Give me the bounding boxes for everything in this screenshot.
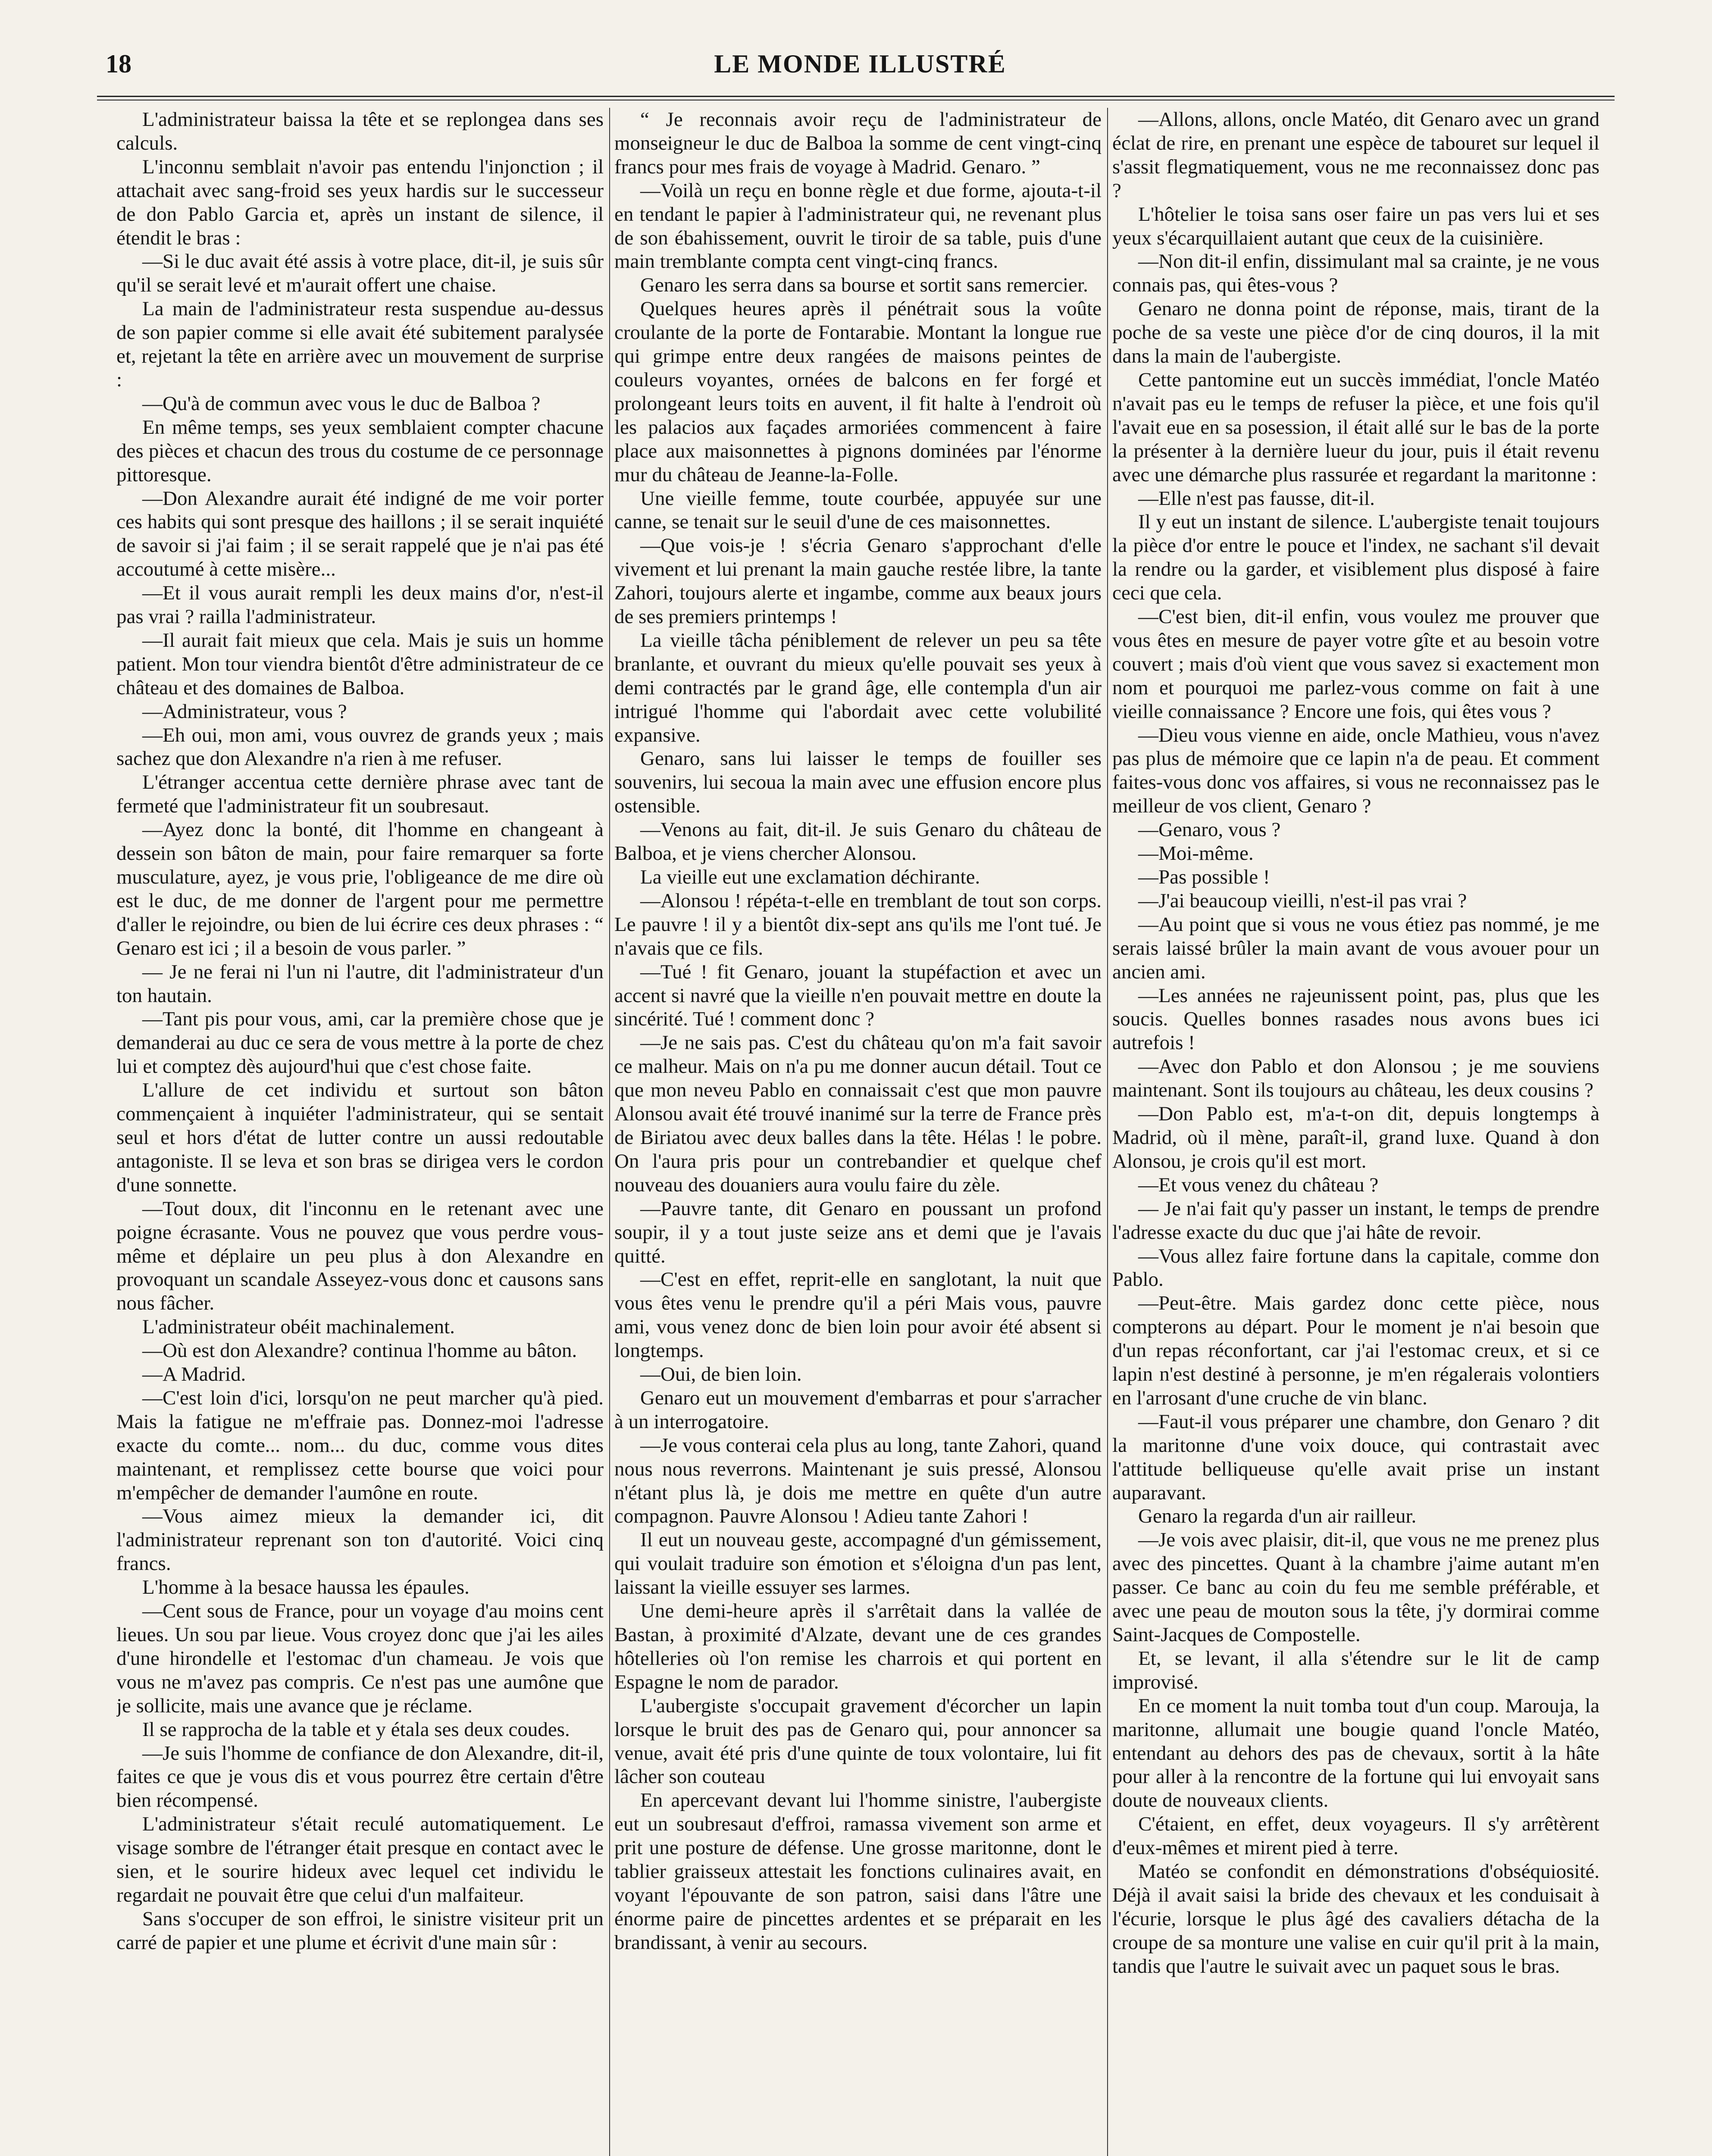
paragraph: —Non dit-il enfin, dissimulant mal sa crainte, je ne vous connais pas, qui êtes-vous ? xyxy=(1112,250,1599,297)
paragraph: —Vous allez faire fortune dans la capitale, comme don Pablo. xyxy=(1112,1244,1599,1291)
paragraph: —Alonsou ! répéta-t-elle en tremblant de tout son corps. Le pauvre ! il y a bientôt dix-sept ans qu'ils me l'ont tué. Je n'avais que ce fils. xyxy=(614,889,1102,959)
paragraph: L'étranger accentua cette dernière phrase avec tant de fermeté que l'administrateur fit un soubresaut. xyxy=(116,771,604,818)
paragraph: —Je vous conterai cela plus au long, tante Zahori, quand nous nous reverrons. Maintenant je suis pressé, Alonsou n'étant plus là, je dois me mettre en quête d'un autre compagnon. Pauvre Alonsou ! Adieu tante Zahori ! xyxy=(614,1434,1102,1528)
paragraph: —Voilà un reçu en bonne règle et due forme, ajouta-t-il en tendant le papier à l'administrateur qui, ne revenant plus de son ébahissement, ouvrit le tiroir de sa table, puis d'une main tremblante compta cent vingt-cinq francs. xyxy=(614,179,1102,273)
paragraph: Genaro eut un mouvement d'embarras et pour s'arracher à un interrogatoire. xyxy=(614,1386,1102,1433)
paragraph: —C'est bien, dit-il enfin, vous voulez me prouver que vous êtes en mesure de payer votre gîte et au besoin votre couvert ; mais d'où vient que vous savez si exactement mon nom et pourquoi me parlez-vous comme on fait à une vieille connaissance ? Encore une fois, qui êtes vous ? xyxy=(1112,605,1599,723)
paragraph: —C'est loin d'ici, lorsqu'on ne peut marcher qu'à pied. Mais la fatigue ne m'effraie pas. Donnez-moi l'adresse exacte du comte... nom... du duc, comme vous dites maintenant, et remplissez cette bourse que voici pour m'empêcher de demander l'aumône en route. xyxy=(116,1386,604,1504)
journal-title: LE MONDE ILLUSTRÉ xyxy=(714,50,1006,78)
paragraph: —Et il vous aurait rempli les deux mains d'or, n'est-il pas vrai ? railla l'administrateur. xyxy=(116,582,604,628)
paragraph: —Eh oui, mon ami, vous ouvrez de grands yeux ; mais sachez que don Alexandre n'a rien à me refuser. xyxy=(116,724,604,770)
paragraph: L'administrateur baissa la tête et se replongea dans ses calculs. xyxy=(116,108,604,154)
paragraph: —Pauvre tante, dit Genaro en poussant un profond soupir, il y a tout juste seize ans et demi que je l'avais quitté. xyxy=(614,1197,1102,1267)
text-column-3 xyxy=(1112,108,1599,2156)
paragraph: Sans s'occuper de son effroi, le sinistre visiteur prit un carré de papier et une plume et écrivit d'une main sûr : xyxy=(116,1907,604,1954)
paragraph: —Je vois avec plaisir, dit-il, que vous ne me prenez plus avec des pincettes. Quant à la chambre j'aime autant m'en passer. Ce banc au coin du feu me semble préférable, et avec une peau de mouton sous la tête, j'y dormirai comme Saint-Jacques de Compostelle. xyxy=(1112,1529,1599,1646)
paragraph: —Oui, de bien loin. xyxy=(640,1363,802,1386)
paragraph: —Je suis l'homme de confiance de don Alexandre, dit-il, faites ce que je vous dis et vous pourrez être certain d'être bien récompensé. xyxy=(116,1742,604,1812)
paragraph: —Elle n'est pas fausse, dit-il. xyxy=(1138,487,1375,510)
paragraph: —Cent sous de France, pour un voyage d'au moins cent lieues. Un sou par lieue. Vous croyez donc que j'ai les ailes d'une hirondelle et l'estomac d'un chameau. Je vois que vous ne m'avez pas compris. Ce n'est pas une aumône que je sollicite, mais une avance que je réclame. xyxy=(116,1600,604,1717)
paragraph: Matéo se confondit en démonstrations d'obséquiosité. Déjà il avait saisi la bride des chevaux et les conduisait à l'écurie, lorsque le plus âgé des cavaliers détacha de la croupe de sa monture une valise en cuir qu'il prit à la main, tandis que l'autre le suivait avec un paquet sous le bras. xyxy=(1112,1860,1599,1977)
paragraph: “ Je reconnais avoir reçu de l'administrateur de monseigneur le duc de Balboa la somme de cent vingt-cinq francs pour mes frais de voyage à Madrid. Genaro. ” xyxy=(614,108,1102,178)
paragraph: —Tout doux, dit l'inconnu en le retenant avec une poigne écrasante. Vous ne pouvez que vous perdre vous-même et déplaire un peu plus à don Alexandre en provoquant un scandale Asseyez-vous donc et causons sans nous fâcher. xyxy=(116,1197,604,1315)
paragraph: —C'est en effet, reprit-elle en sanglotant, la nuit que vous êtes venu le prendre qu'il a péri Mais vous, pauvre ami, vous venez donc de bien loin pour avoir été absent si longtemps. xyxy=(614,1268,1102,1362)
page-header xyxy=(106,47,1615,85)
paragraph: L'aubergiste s'occupait gravement d'écorcher un lapin lorsque le bruit des pas de Genaro qui, pour annoncer sa venue, avait été pris d'une quinte de toux volontaire, lui fit lâcher son couteau xyxy=(614,1694,1102,1788)
paragraph: En ce moment la nuit tomba tout d'un coup. Marouja, la maritonne, allumait une bougie quand l'oncle Matéo, entendant au dehors des pas de chevaux, sortit à la hâte pour aller à la rencontre de la fortune qui lui envoyait sans doute de nouveaux clients. xyxy=(1112,1694,1599,1812)
paragraph: —Au point que si vous ne vous étiez pas nommé, je me serais laissé brûler la main avant de vous avouer pour un ancien ami. xyxy=(1112,913,1599,983)
paragraph: —Avec don Pablo et don Alonsou ; je me souviens maintenant. Sont ils toujours au château, les deux cousins ? xyxy=(1112,1055,1599,1102)
column-divider xyxy=(609,108,610,2156)
paragraph: — Je ne ferai ni l'un ni l'autre, dit l'administrateur d'un ton hautain. xyxy=(116,960,604,1007)
header-rule xyxy=(97,96,1615,100)
paragraph: Cette pantomine eut un succès immédiat, l'oncle Matéo n'avait pas eu le temps de refuser la pièce, et une fois qu'il l'avait eue en sa posession, il était allé sur le bas de la porte la présenter à la dernière lueur du jour, puis il était revenu avec une démarche plus rassurée et regardant la maritonne : xyxy=(1112,368,1599,486)
paragraph: Il se rapprocha de la table et y étala ses deux coudes. xyxy=(142,1718,570,1741)
paragraph: La vieille eut une exclamation déchirante. xyxy=(640,866,980,888)
paragraph: Genaro, sans lui laisser le temps de fouiller ses souvenirs, lui secoua la main avec une effusion encore plus ostensible. xyxy=(614,747,1102,818)
paragraph: —Dieu vous vienne en aide, oncle Mathieu, vous n'avez pas plus de mémoire que ce lapin n'a de peau. Et comment faites-vous donc vos affaires, si vous ne reconnaissez pas le meilleur de vos client, Genaro ? xyxy=(1112,724,1599,818)
paragraph: L'administrateur obéit machinalement. xyxy=(142,1316,455,1338)
paragraph: Genaro ne donna point de réponse, mais, tirant de la poche de sa veste une pièce d'or de cinq douros, il la mit dans la main de l'aubergiste. xyxy=(1112,298,1599,368)
paragraph: —Qu'à de commun avec vous le duc de Balboa ? xyxy=(142,392,541,415)
text-column-2 xyxy=(614,108,1102,2156)
paragraph: —Vous aimez mieux la demander ici, dit l'administrateur reprenant son ton d'autorité. Voici cinq francs. xyxy=(116,1505,604,1575)
paragraph: L'allure de cet individu et surtout son bâton commençaient à inquiéter l'administrateur, qui se sentait seul et hors d'état de lutter contre un aussi redoutable antagoniste. Il se leva et son bras se dirigea vers le cordon d'une sonnette. xyxy=(116,1079,604,1196)
paragraph: La vieille tâcha péniblement de relever un peu sa tête branlante, et ouvrant du mieux qu'elle pouvait ses yeux à demi contractés par le grand âge, elle contempla d'un air intrigué l'homme qui l'abordait avec cette volubilité expansive. xyxy=(614,629,1102,746)
paragraph: —Tué ! fit Genaro, jouant la stupéfaction et avec un accent si navré que la vieille n'en pouvait mettre en doute la sincérité. Tué ! comment donc ? xyxy=(614,960,1102,1031)
paragraph: —Et vous venez du château ? xyxy=(1138,1173,1379,1196)
paragraph: Il y eut un instant de silence. L'aubergiste tenait toujours la pièce d'or entre le pouce et l'index, ne sachant s'il devait la rendre ou la garder, et visiblement plus disposé à faire ceci que cela. xyxy=(1112,511,1599,605)
paragraph: —Tant pis pour vous, ami, car la première chose que je demanderai au duc ce sera de vous mettre à la porte de chez lui et comptez dès aujourd'hui que c'est chose faite. xyxy=(116,1008,604,1078)
column-divider xyxy=(1107,108,1108,2156)
paragraph: Genaro les serra dans sa bourse et sortit sans remercier. xyxy=(640,274,1088,297)
paragraph: —Si le duc avait été assis à votre place, dit-il, je suis sûr qu'il se serait levé et m'aurait offert une chaise. xyxy=(116,250,604,297)
paragraph: L'inconnu semblait n'avoir pas entendu l'injonction ; il attachait avec sang-froid ses yeux hardis sur le successeur de don Pablo Garcia et, après un instant de silence, il étendit le bras : xyxy=(116,155,604,249)
page-number: 18 xyxy=(106,50,131,78)
paragraph: —Faut-il vous préparer une chambre, don Genaro ? dit la maritonne d'une voix douce, qui contrastait avec l'attitude belliqueuse qu'elle avait prise un instant auparavant. xyxy=(1112,1410,1599,1504)
paragraph: —Je ne sais pas. C'est du château qu'on m'a fait savoir ce malheur. Mais on n'a pu me donner aucun détail. Tout ce que mon neveu Pablo en connaissait c'est que mon pauvre Alonsou avait été trouvé inanimé sur la terre de France près de Biriatou avec deux balles dans la tête. Hélas ! le pobre. On l'aura pris pour un contrebandier et quelque chef nouveau des douaniers aura voulu faire du zèle. xyxy=(614,1031,1102,1196)
paragraph: —Venons au fait, dit-il. Je suis Genaro du château de Balboa, et je viens chercher Alonsou. xyxy=(614,818,1102,865)
paragraph: En apercevant devant lui l'homme sinistre, l'aubergiste eut un soubresaut d'effroi, ramassa vivement son arme et prit une posture de défense. Une grosse maritonne, dont le tablier graisseux attestait les fonctions culinaires avait, en voyant l'épouvante de son patron, saisi dans l'âtre une énorme paire de pincettes ardentes et se préparait en les brandissant, à venir au secours. xyxy=(614,1789,1102,1954)
paragraph: C'étaient, en effet, deux voyageurs. Il s'y arrêtèrent d'eux-mêmes et mirent pied à terre. xyxy=(1112,1813,1599,1859)
paragraph: —Moi-même. xyxy=(1138,842,1254,865)
paragraph: —Les années ne rajeunissent point, pas, plus que les soucis. Quelles bonnes rasades nous avons bues ici autrefois ! xyxy=(1112,984,1599,1054)
paragraph: —Genaro, vous ? xyxy=(1138,818,1281,841)
paragraph: —Où est don Alexandre? continua l'homme au bâton. xyxy=(142,1339,577,1362)
paragraph: Il eut un nouveau geste, accompagné d'un gémissement, qui voulait traduire son émotion et s'éloigna d'un pas lent, laissant la vieille essuyer ses larmes. xyxy=(614,1529,1102,1599)
paragraph: En même temps, ses yeux semblaient compter chacune des pièces et chacun des trous du costume de ce personnage pittoresque. xyxy=(116,416,604,486)
paragraph: —Don Pablo est, m'a-t-on dit, depuis longtemps à Madrid, où il mène, paraît-il, grand luxe. Quand à don Alonsou, je crois qu'il est mort. xyxy=(1112,1103,1599,1172)
paragraph: —Il aurait fait mieux que cela. Mais je suis un homme patient. Mon tour viendra bientôt d'être administrateur de ce château et des domaines de Balboa. xyxy=(116,629,604,699)
text-column-1 xyxy=(116,108,604,2156)
paragraph: —Pas possible ! xyxy=(1138,866,1270,888)
paragraph: Une demi-heure après il s'arrêtait dans la vallée de Bastan, à proximité d'Alzate, devant une de ces grandes hôtelleries où l'on remise les charrois et qui portent en Espagne le nom de parador. xyxy=(614,1600,1102,1693)
paragraph: —Peut-être. Mais gardez donc cette pièce, nous compterons au départ. Pour le moment je n'ai besoin que d'un repas réconfortant, car j'ai l'estomac creux, et si ce lapin n'est destiné à personne, je m'en régalerais volontiers en l'arrosant d'une cruche de vin blanc. xyxy=(1112,1292,1599,1409)
paragraph: —J'ai beaucoup vieilli, n'est-il pas vrai ? xyxy=(1138,889,1467,912)
paragraph: L'administrateur s'était reculé automatiquement. Le visage sombre de l'étranger était presque en contact avec le sien, et le sourire hideux avec lequel cet individu le regardait ne pouvait être que celui d'un malfaiteur. xyxy=(116,1813,604,1906)
paragraph: L'hôtelier le toisa sans oser faire un pas vers lui et ses yeux s'écarquillaient autant que ceux de la cuisinière. xyxy=(1112,203,1599,249)
paragraph: Et, se levant, il alla s'étendre sur le lit de camp improvisé. xyxy=(1112,1647,1599,1693)
paragraph: —Que vois-je ! s'écria Genaro s'approchant d'elle vivement et lui prenant la main gauche restée libre, la tante Zahori, toujours alerte et ingambe, comme aux beaux jours de ses premiers printemps ! xyxy=(614,534,1102,628)
paragraph: L'homme à la besace haussa les épaules. xyxy=(142,1576,469,1599)
paragraph: La main de l'administrateur resta suspendue au-dessus de son papier comme si elle avait été subitement paralysée et, rejetant la tête en arrière avec un mouvement de surprise : xyxy=(116,298,604,391)
paragraph: —A Madrid. xyxy=(142,1363,246,1386)
paragraph: —Administrateur, vous ? xyxy=(142,700,347,723)
paragraph: Une vieille femme, toute courbée, appuyée sur une canne, se tenait sur le seuil d'une de ces maisonnettes. xyxy=(614,487,1102,533)
paragraph: —Don Alexandre aurait été indigné de me voir porter ces habits qui sont presque des haillons ; il se serait inquiété de savoir si j'ai faim ; il se serait rappelé que je n'ai pas été accoutumé à cette misère... xyxy=(116,487,604,581)
paragraph: — Je n'ai fait qu'y passer un instant, le temps de prendre l'adresse exacte du duc que j'ai hâte de revoir. xyxy=(1112,1197,1599,1244)
paragraph: Quelques heures après il pénétrait sous la voûte croulante de la porte de Fontarabie. Montant la longue rue qui grimpe entre deux rangées de maisons peintes de couleurs voyantes, ornées de balcons en fer forgé et prolongeant leurs toits en auvent, il fit halte à l'endroit où les palacios aux façades armoriées commencent à faire place aux maisonnettes à pignons dominées par l'énorme mur du château de Jeanne-la-Folle. xyxy=(614,298,1102,486)
paragraph: Genaro la regarda d'un air railleur. xyxy=(1138,1505,1417,1528)
paragraph: —Allons, allons, oncle Matéo, dit Genaro avec un grand éclat de rire, en prenant une espèce de tabouret sur lequel il s'assit flegmatiquement, vous ne me reconnaissez donc pas ? xyxy=(1112,108,1599,202)
article-body xyxy=(97,108,1615,2156)
paragraph: —Ayez donc la bonté, dit l'homme en changeant à dessein son bâton de main, pour faire remarquer sa forte musculature, ayez, je vous prie, l'obligeance de me dire où est le duc, de me donner de l'argent pour me permettre d'aller le rejoindre, ou bien de lui écrire ces deux phrases : “ Genaro est ici ; il a besoin de vous parler. ” xyxy=(116,818,604,959)
